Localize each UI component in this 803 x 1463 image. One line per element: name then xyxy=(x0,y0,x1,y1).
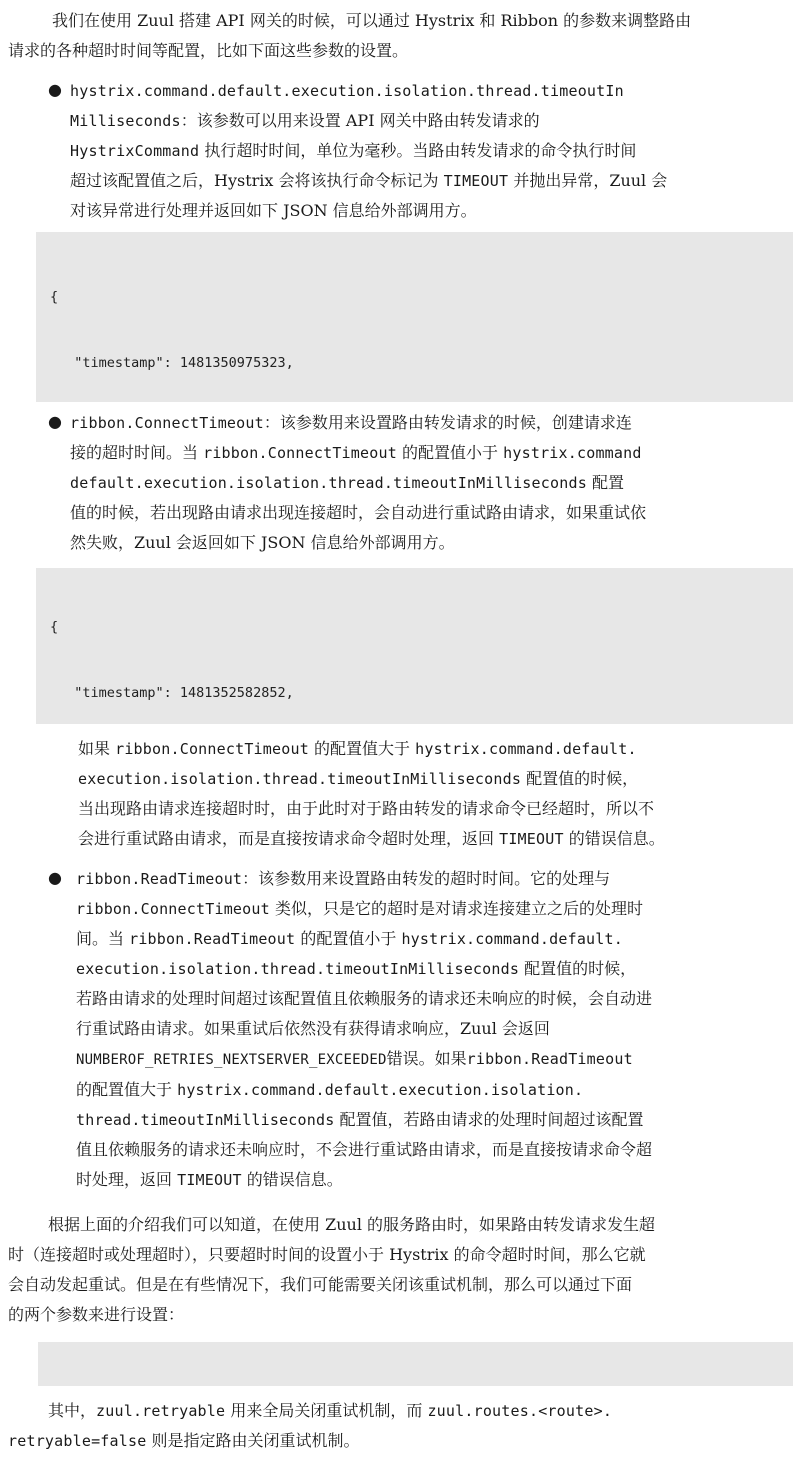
json-open-brace: { xyxy=(50,619,59,635)
item3-text-j: 值且依赖服务的请求还未响应时，不会进行重试路由请求，而是直接按请求命令超 xyxy=(76,1140,653,1159)
item2-text-c: 配置 xyxy=(586,473,625,492)
timeout-code: TIMEOUT xyxy=(177,1171,242,1189)
item-read-timeout xyxy=(76,864,790,1195)
item2-text-b2: 的配置值小于 xyxy=(396,443,504,462)
item3-text-h1: 的配置值大于 xyxy=(76,1080,178,1099)
item2-text-e: 然失败，Zuul 会返回如下 JSON 信息给外部调用方。 xyxy=(70,533,455,552)
closing-text-a: 其中， xyxy=(48,1401,97,1420)
hystrix-key: hystrix.command.default.execution.isolation.thread.timeoutIn xyxy=(70,82,624,100)
item-connect-timeout xyxy=(70,408,790,558)
item1-text-a: 执行超时时间，单位为毫秒。当路由转发请求的命令执行时间 xyxy=(199,141,637,160)
read-timeout-key: ribbon.ReadTimeout xyxy=(76,870,243,888)
item2-text-a: ：该参数用来设置路由转发请求的时候，创建请求连 xyxy=(263,413,632,432)
hystrix-key-cont: Milliseconds xyxy=(70,112,181,130)
item3-text-b: 类似，只是它的超时是对请求连接建立之后的处理时 xyxy=(269,899,643,918)
hystrix-command-class: HystrixCommand xyxy=(70,142,200,160)
summary-line-1: 根据上面的介绍我们可以知道，在使用 Zuul 的服务路由时，如果路由转发请求发生超 xyxy=(48,1215,656,1234)
item3-text-f: 行重试路由请求。如果重试后依然没有获得请求响应，Zuul 会返回 xyxy=(76,1019,550,1038)
route-retry-code-part1: zuul.routes.<route>. xyxy=(427,1402,613,1420)
closing-text-c: 则是指定路由关闭重试机制。 xyxy=(146,1431,360,1450)
timeout-code: TIMEOUT xyxy=(443,172,509,190)
bullet-icon: ● xyxy=(48,412,62,431)
connect-timeout-ref: ribbon.ConnectTimeout xyxy=(76,900,270,918)
item3-text-g1: 错误。如果 xyxy=(386,1049,467,1068)
intro-line-2: 请求的各种超时时间等配置，比如下面这些参数的设置。 xyxy=(8,41,409,60)
item-hystrix-timeout xyxy=(70,76,790,226)
item-connect-timeout-continued xyxy=(78,734,790,854)
item3-text-e: 若路由请求的处理时间超过该配置值且依赖服务的请求还未响应的时候，会自动进 xyxy=(76,989,653,1008)
connect-timeout-ref: ribbon.ConnectTimeout xyxy=(115,740,309,758)
route-retry-code-part2: retryable=false xyxy=(8,1432,147,1450)
retry-config-code xyxy=(38,1342,793,1386)
hystrix-ref-part2: thread.timeoutInMilliseconds xyxy=(76,1111,335,1129)
json-timestamp: "timestamp": 1481350975323, xyxy=(58,355,294,371)
summary-paragraph xyxy=(8,1210,790,1330)
summary-line-2: 时（连接超时或处理超时），只要超时时间的设置小于 Hystrix 的命令超时时间，那么它就 xyxy=(8,1245,646,1264)
summary-line-4: 的两个参数来进行设置： xyxy=(8,1305,185,1324)
item3-text-i: 配置值，若路由请求的处理时间超过该配置 xyxy=(334,1110,644,1129)
item2c-text-c: 当出现路由请求连接超时时，由于此时对于路由转发的请求命令已经超时，所以不 xyxy=(78,799,655,818)
intro-paragraph xyxy=(8,6,788,66)
hystrix-ref-part2: execution.isolation.thread.timeoutInMilliseconds xyxy=(76,960,520,978)
json-response-timeout xyxy=(36,232,793,402)
retries-exceeded-code: NUMBEROF_RETRIES_NEXTSERVER_EXCEEDED xyxy=(76,1052,387,1068)
item3-text-k1: 时处理，返回 xyxy=(76,1170,178,1189)
item1-text-c: 对该异常进行处理并返回如下 JSON 信息给外部调用方。 xyxy=(70,201,477,220)
item2-text-d: 值的时候，若出现路由请求出现连接超时，会自动进行重试路由请求，如果重试依 xyxy=(70,503,647,522)
connect-timeout-ref: ribbon.ConnectTimeout xyxy=(203,444,397,462)
item2c-text-d1: 会进行重试路由请求，而是直接按请求命令超时处理，返回 xyxy=(78,829,500,848)
hystrix-ref-part2: default.execution.isolation.thread.timeoutInMilliseconds xyxy=(70,474,587,492)
read-timeout-ref: ribbon.ReadTimeout xyxy=(466,1050,633,1068)
summary-line-3: 会自动发起重试。但是在有些情况下，我们可能需要关闭该重试机制，那么可以通过下面 xyxy=(8,1275,633,1294)
item1-text-b1: 超过该配置值之后，Hystrix 会将该执行命令标记为 xyxy=(70,171,444,190)
item2c-text-d2: 的错误信息。 xyxy=(563,829,665,848)
hystrix-ref-part1: hystrix.command xyxy=(503,444,642,462)
json-open-brace: { xyxy=(50,289,59,305)
item3-text-c1: 间。当 xyxy=(76,929,130,948)
hystrix-ref-part2: execution.isolation.thread.timeoutInMilliseconds xyxy=(78,770,522,788)
closing-text-b: 用来全局关闭重试机制，而 xyxy=(225,1401,428,1420)
item3-text-a: ：该参数用来设置路由转发的超时时间。它的处理与 xyxy=(242,869,611,888)
hystrix-ref-part1: hystrix.command.default.execution.isolation. xyxy=(177,1081,584,1099)
timeout-code: TIMEOUT xyxy=(499,830,564,848)
json-timestamp: "timestamp": 1481352582852, xyxy=(58,685,294,701)
item1-text: ：该参数可以用来设置 API 网关中路由转发请求的 xyxy=(180,111,540,130)
item3-text-d: 配置值的时候， xyxy=(519,959,637,978)
item3-text-c2: 的配置值小于 xyxy=(295,929,402,948)
item3-text-k2: 的错误信息。 xyxy=(241,1170,343,1189)
hystrix-ref-part1: hystrix.command.default. xyxy=(401,930,623,948)
read-timeout-ref: ribbon.ReadTimeout xyxy=(129,930,296,948)
item2c-text-a1: 如果 xyxy=(78,739,116,758)
hystrix-ref-part1: hystrix.command.default. xyxy=(415,740,637,758)
global-retry-code: zuul.retryable xyxy=(96,1402,226,1420)
bullet-icon: ● xyxy=(48,80,62,99)
json-response-retries-exceeded xyxy=(36,568,793,724)
connect-timeout-key: ribbon.ConnectTimeout xyxy=(70,414,264,432)
item1-text-b2: 并抛出异常，Zuul 会 xyxy=(508,171,668,190)
item2c-text-a2: 的配置值大于 xyxy=(308,739,416,758)
item2c-text-b: 配置值的时候， xyxy=(521,769,639,788)
bullet-icon: ● xyxy=(48,868,62,887)
closing-paragraph xyxy=(8,1396,790,1456)
item2-text-b1: 接的超时时间。当 xyxy=(70,443,204,462)
intro-line-1: 我们在使用 Zuul 搭建 API 网关的时候，可以通过 Hystrix 和 Ribbon 的参数来调整路由 xyxy=(52,11,692,30)
